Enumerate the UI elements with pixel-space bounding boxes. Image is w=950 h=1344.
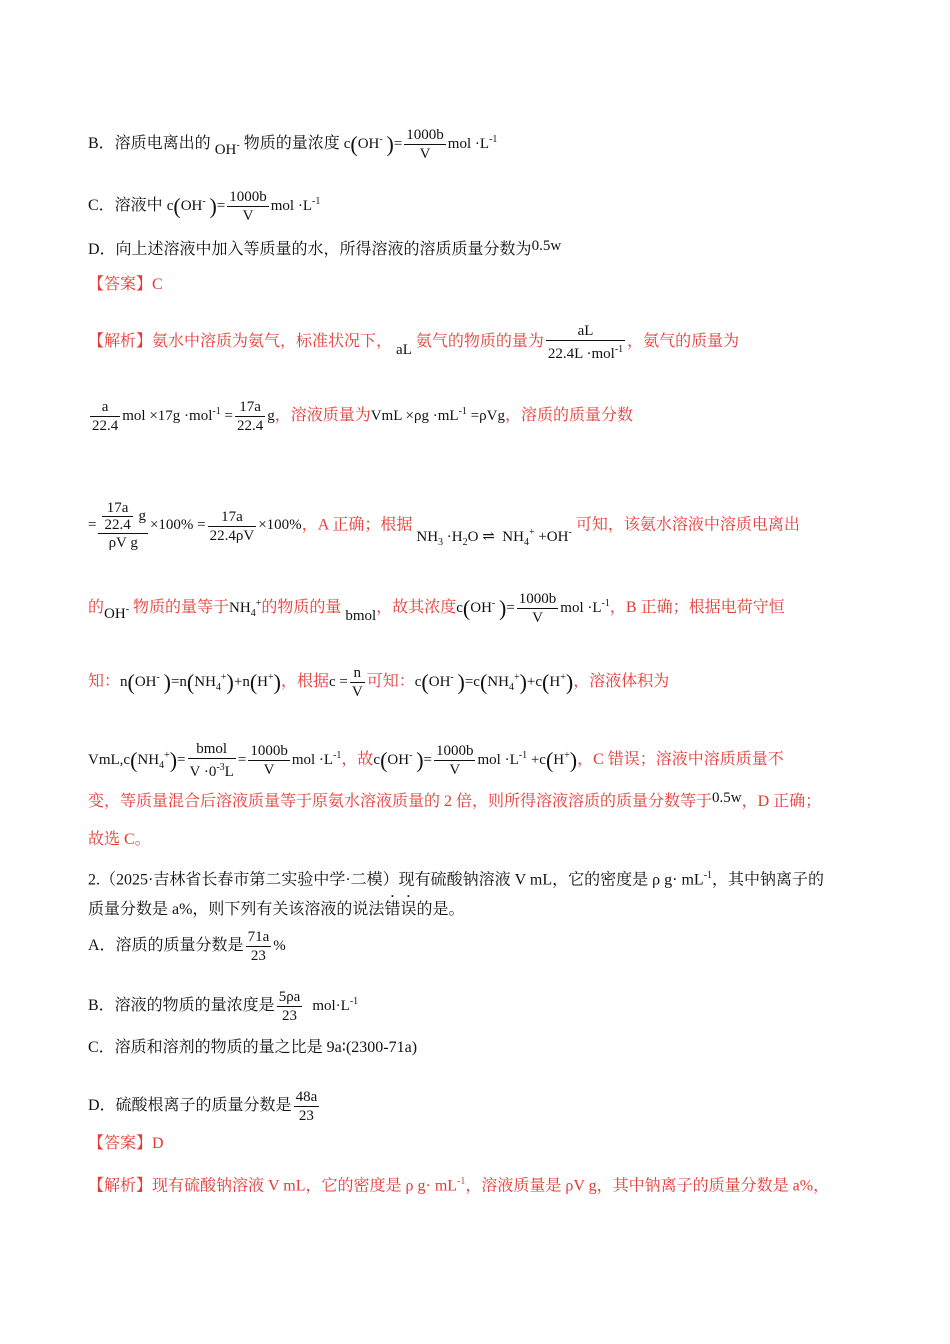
q2-option-d: D．硫酸根离子的质量分数是 $\frac{48a}{23}$ bbox=[88, 1089, 318, 1124]
q1-analysis-line-6: $VmL,c(NH_4^+)=$ $\frac{\text{bmol}}{V \cdot 0^{-3}L}$ = $\frac{1000b}{V}$ mol $\cdot L^{-1}$，故c(OH- )= $\frac{1000b}{V}$ mol $\cdot L^{-1} +c(H^+)$，C 错误；溶液中溶质质量不 bbox=[88, 741, 784, 780]
q1-option-c: C．溶液中 c(OH- )= $\frac{1000b}{V}$ mol $\cdot L^{-1}$ bbox=[88, 189, 321, 224]
q1-analysis-line-5: 知：n(OH- )$=n(NH_4^+)+n(H^+)$，根据c = $\frac{n}{V}$ 可知：c(OH- )$=c(NH_4^+)+c(H^+)$，溶液体积为 bbox=[88, 665, 670, 700]
q2-option-c: C．溶质和溶剂的物质的量之比是 9a∶(2300-71a) bbox=[88, 1039, 418, 1056]
emphasis-text: 错误 bbox=[384, 901, 417, 918]
q2-option-b: B．溶液的物质的量浓度是 $\frac{5\rho a}{23}$ $mol\cdot L^{-1}$ bbox=[88, 989, 359, 1024]
q2-stem-line-1: 2.（2025·吉林省长春市第二实验中学·二模）现有硫酸钠溶液 V mL，它的密度是 ρ $g\cdot mL^{-1}$，其中钠离子的 bbox=[88, 870, 825, 889]
q2-answer: 【答案】D bbox=[88, 1135, 164, 1152]
q1-analysis-line-2: $\frac{a}{22.4}$ mol ×17g ·mol$^{-1}$ = $\frac{17a}{22.4}$ g，溶液质量为VmL $\times\rho g \cdot mL^{-1} =\rho Vg$，溶质的质量分数 bbox=[92, 399, 633, 434]
q1-analysis-line-8: 故选 C。 bbox=[88, 831, 151, 848]
q2-stem-line-2: 质量分数是 a%，则下列有关该溶液的说法错误的是。 bbox=[88, 901, 465, 918]
q1-analysis-line-4: 的OH- 物质的量等于$NH_4^+$的物质的量 bmol，故其浓度c(OH- )= $\frac{1000b}{V}$ mol $\cdot L^{-1}$，B 正确；根据电荷守恒 bbox=[88, 591, 785, 626]
q1-analysis-line-7: 变，等质量混合后溶液质量等于原氨水溶液质量的 2 倍，则所得溶液溶质的质量分数等于0.5w，D 正确； bbox=[88, 790, 822, 810]
q1-analysis-line-3: = $\frac{17a}{22.4}$ g ρV g ×100% = $\frac{17a}{22.4\rho V}$ ×100%，A 正确；根据 $NH_3 \cdot H_2O$ ⇌ $NH_4^+ +OH^-$ 可知，该氨水溶液中溶质电离出 bbox=[88, 500, 800, 551]
q2-analysis: 【解析】现有硫酸钠溶液 V mL，它的密度是 ρ $g\cdot mL^{-1}$，溶液质量是 ρV g，其中钠离子的质量分数是 a%， bbox=[88, 1176, 830, 1195]
q1-option-b: B．溶质电离出的 OH- 物质的量浓度 c(OH- )= $\frac{1000b}{V}$ mol $\cdot L^{-1}$ bbox=[88, 127, 498, 162]
q1-analysis-line-1: 【解析】氨水中溶质为氨气，标准状况下， aL 氨气的物质的量为 $\frac{aL}{22.4L \cdot mol^{-1}}$ ，氨气的质量为 bbox=[88, 323, 740, 362]
q1-option-d: D．向上述溶液中加入等质量的水，所得溶液的溶质质量分数为0.5w bbox=[88, 238, 562, 258]
q2-option-a: A．溶质的质量分数是 $\frac{71a}{23}$ % bbox=[88, 929, 286, 964]
q1-answer: 【答案】C bbox=[88, 276, 163, 293]
